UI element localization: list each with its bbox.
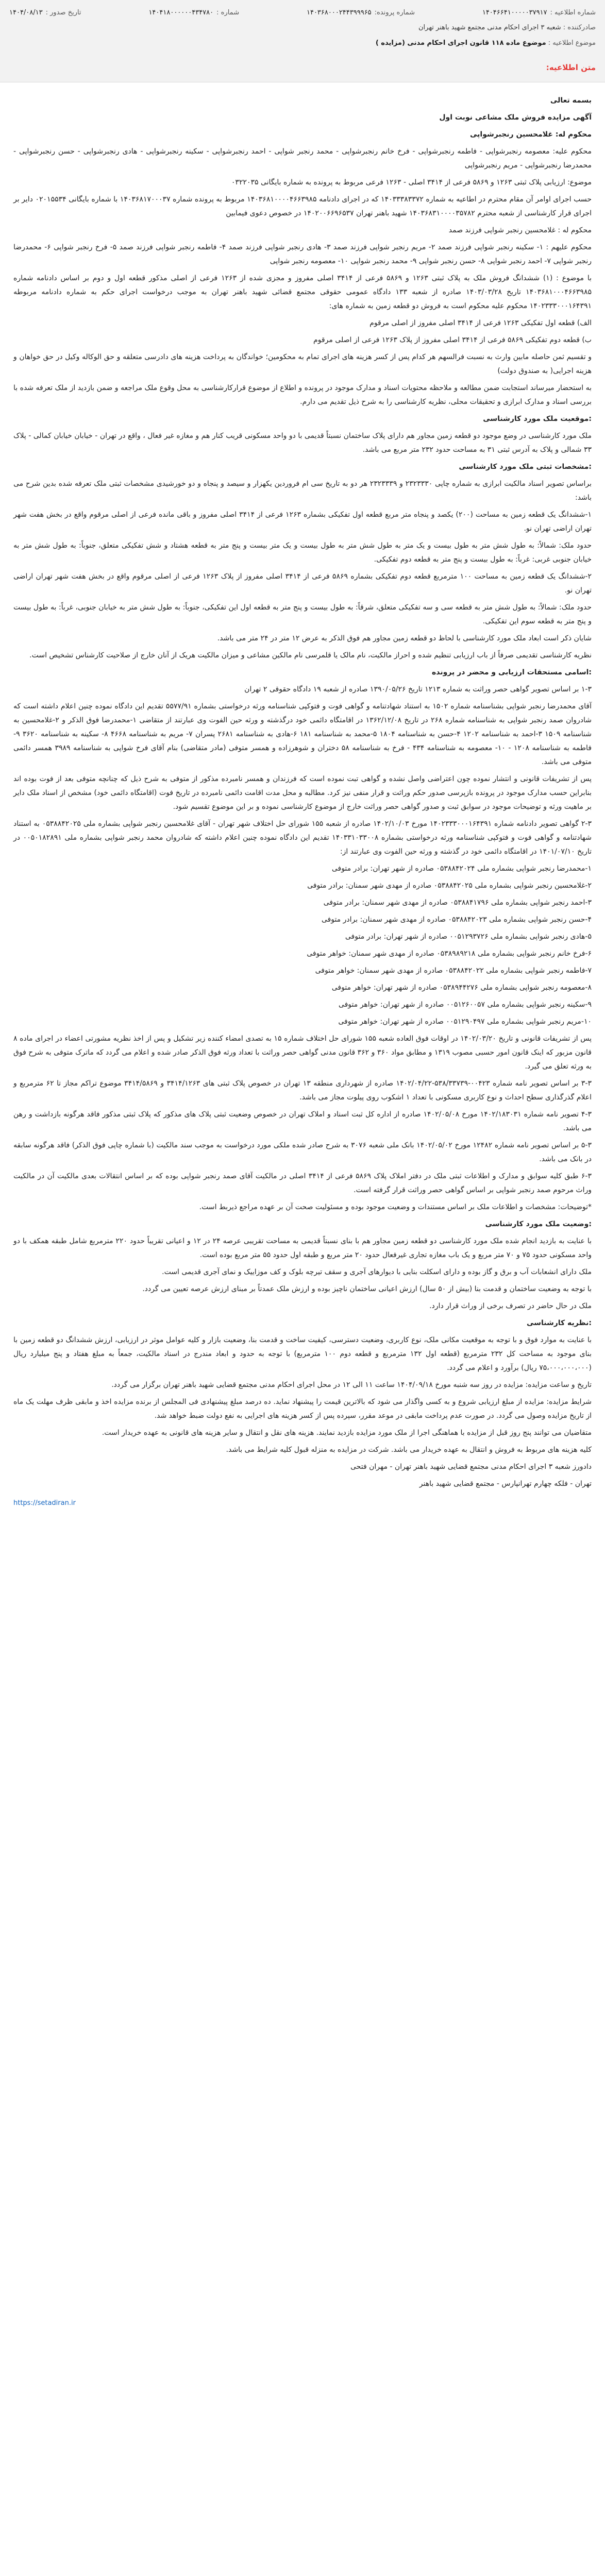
body-paragraph: :نظریه کارشناسی (527, 1319, 592, 1327)
body-paragraph: ب) قطعه دوم تفکیکی ۵۸۶۹ فرعی از ۳۴۱۴ اصلی مفروز از پلاک ۱۲۶۳ فرعی از اصلی مرقوم (313, 336, 592, 344)
body-paragraph: محکوم علیه: معصومه رنجبرشواپی - فاطمه رنجبرشواپی - فرخ خانم رنجبرشواپی - محمد رنجبر شواپی - احمد رنجبرشواپی - سکینه رنجبرشواپی - هادی رنجبرشواپی - حسن رنجبرشواپی - محمدرضا رنجبرشواپی - مریم رنجبرشواپی (13, 147, 592, 170)
body-paragraph: :موقعیت ملک مورد کارشناسی (483, 415, 592, 423)
body-paragraph: محکوم له : غلامحسین رنجبر شواپی فرزند صمد (448, 226, 592, 234)
body-paragraph: ۴-۳ تصویر نامه شماره ۱۴۰۲/۱۸۳۰۳۱ مورخ ۱۴۰۲/۰۵/۰۸ صادره از اداره کل ثبت اسناد و املاک تهران در خصوص وضعیت ثبتی پلاک های مذکور که پلاک ثبتی مذکور فاقد هرگونه بازداشت و رهن می باشد. (13, 1110, 592, 1132)
body-paragraph: حدود ملک: شمالاً: به طول شش متر به قطعه سی و سه تفکیکی متعلق، شرقاً: به طول بیست و پنج متر به قطعه اول این تفکیکی، جنوباً: به طول شش متر به خیابان جنوبی، غرباً: به طول بیست و پنج متر به قطعه سوم این تفکیکی. (13, 603, 592, 625)
body-paragraph: حسب اجرای اوامر آن مقام محترم در اطاعیه به شماره ۱۴۰۳۳۳۸۳۳۷۲ که در اجرای دادنامه ۱۴۰۳۶۸۱۰۰۰۰۴۶۶۳۹۸۵ مربوط به پرونده شماره ۱۴۰۳۶۸۱۷۰۰۰۳۷ با شماره بایگانی ۰۲۰۱۵۵۳۴ دایر بر اجرای قرار کارشناسی از شعبه محترم ۱۴۰۳۶۸۳۱۰۰۰۰۳۵۷۸۲ شهید باهنر تهران ۱۴۰۲۰۰۶۶۹۶۵۳۷ در خصوص دعوی فیمابین (13, 195, 592, 217)
notice-number-2: شماره : ۱۴۰۴۱۸۰۰۰۰۰۰۴۳۴۷۸۰ (148, 9, 240, 16)
body-paragraph: حدود ملک: شمالاً: به طول شش متر به طول بیست و یک متر به طول شش متر به طول بیست و یک متر بیست و پنج متر به قطعه هشتاد و شش تفکیکی متعلق، جنوباً: به طول شش متر به خیابان جنوبی غربی: غرباً: به طول بیست و پنج متر به قطعه دوم تفکیکی. (13, 541, 592, 564)
body-paragraph: محکوم علیهم : ۱- سکینه رنجبر شواپی فرزند صمد ۲- مریم رنجبر شواپی فرزند صمد ۳- هادی رنجبر شواپی فرزند صمد ۴- فاطمه رنجبر شواپی فرزند صمد ۵- فرخ رنجبر شواپی ۶- محمدرضا رنجبر شواپی ۷- احمد رنجبر شواپی ۸- حسن رنجبر شواپی ۹- محمد رنجبر شواپی ۱۰- معصومه رنجبر شواپی (13, 243, 592, 265)
notice-body (0, 82, 605, 1526)
meta-row (9, 7, 596, 19)
body-paragraph: محکوم له: غلامحسین رنجبرشواپی (469, 130, 592, 139)
body-paragraph: موضوع: ارزیابی پلاک ثبتی ۱۲۶۳ و ۵۸۶۹ فرعی از ۳۴۱۴ اصلی - ۱۲۶۳ فرعی مربوط به پرونده به شماره بایگانی ۰۳۲۲۰۳۵ (231, 178, 592, 187)
body-paragraph: ۵-هادی رنجبر شواپی بشماره ملی ۰۰۵۱۲۹۳۷۲۶ صادره از شهر تهران: برادر متوفی (345, 933, 592, 941)
body-paragraph: ۱-محمدرضا رنجبر شواپی بشماره ملی ۰۵۳۸۸۴۲۰۲۴ صادره از شهر تهران: برادر متوفی (331, 865, 592, 873)
body-paragraph: ۵-۳ بر اساس تصویر نامه شماره ۱۲۴۸۲ مورخ ۱۴۰۲/۰۵/۰۲ بانک ملی شعبه ۳۰۷۶ به شرح صادر شده ملکی مورد درخواست به موجب سند مالکیت (با شماره چاپی فوق الذکر) فاقد هرگونه سابقه در بانک می باشد. (13, 1141, 592, 1163)
body-paragraph: :اسامی مستحقات ارزیابی و محضر در پرونده (432, 668, 592, 676)
issuer: صادرکننده : شعبه ۳ اجرای احکام مدنی مجتمع شهید باهنر تهران (418, 24, 596, 31)
body-paragraph: متقاضیان می توانند پنج روز قبل از مزایده با هماهنگی اجرا از ملک مورد مزایده بازدید نمایند. هزینه های نقل و انتقال و سایر هزینه های قانونی به عهده خریدار است. (102, 1429, 592, 1437)
body-paragraph: کلیه هزینه های مربوط به فروش و انتقال به عهده خریدار می باشد. شرکت در مزایده به منزله قبول کلیه شرایط می باشد. (226, 1446, 592, 1454)
body-paragraph: ملک دارای انشعابات آب و برق و گاز بوده و دارای اسکلت بنایی با دیوارهای آجری و سقف تیرچه بلوک و کف موزاییک و نمای آجری قدیمی است. (162, 1268, 592, 1276)
body-paragraph: شایان ذکر است ابعاد ملک مورد کارشناسی با لحاظ دو قطعه زمین مجاور هم فوق الذکر به عرض ۱۲ متر در ۲۴ متر می باشد. (217, 634, 592, 642)
body-paragraph: *توضیحات: مشخصات و اطلاعات ملک بر اساس مستندات و وضعیت موجود بوده و مسئولیت صحت آن بر عهده مراجع ذیربط است. (199, 1203, 592, 1211)
body-paragraph: دادورز شعبه ۳ اجرای احکام مدنی مجتمع قضایی شهید باهنر تهران - مهران فتحی (350, 1463, 592, 1471)
issue-date: تاریخ صدور : ۱۴۰۴/۰۸/۱۳ (9, 9, 81, 16)
body-paragraph: ۱۰-مریم رنجبر شواپی بشماره ملی ۰۰۵۱۲۹۰۴۹۷ صادره از شهر تهران: خواهر متوفی (338, 1018, 592, 1026)
body-paragraph: و تقسیم ثمن حاصله مابین وارث به نسبت فرالسهم هر کدام پس از کسر هزینه های اجرای تمام به محکومین؛ خواندگان به پرداخت هزینه های دادرسی متعلقه و حق الوکاله وکیل در حق خواهان و هزینه اجرایی( به صندوق دولت) (13, 353, 592, 375)
body-paragraph: براساس تصویر اسناد مالکیت ابرازی به شماره چاپی ۲۳۲۳۳۳۰ و ۲۳۲۳۳۳۹ هر دو به تاریخ سی ام فروردین یکهزار و سیصد و پنجاه و دو خورشیدی مشخصات ثبتی ملک تعرفه شده بدین شرح می باشد: (13, 480, 592, 502)
body-paragraph: با موضوع : (۱) ششدانگ فروش ملک به پلاک ثبتی ۱۲۶۳ و ۵۸۶۹ فرعی از ۳۴۱۴ اصلی مفروز و مجزی شده از ۱۲۶۳ فرعی از اصلی مذکور قطعه اول و دوم بر اساس دادنامه شماره ۱۴۰۳۶۸۱۰۰۰۴۶۶۳۹۸۵ تاریخ ۱۴۰۳/۰۳/۲۸ صادره از شعبه ۱۳۳ دادگاه عمومی حقوقی مجتمع قضائی شهید باهنر تهران به موجب درخواست اجرای حکم به شماره دادنامه مربوطه ۱۴۰۲۳۳۳۰۰۰۱۶۴۳۹۱ محکوم علیه محکوم است به فروش دو قطعه زمین به شماره های: (13, 274, 592, 310)
body-paragraph: ۱-ششدانگ یک قطعه زمین به مساحت (۲۰۰) یکصد و پنجاه متر مربع قطعه اول تفکیکی بشماره ۱۲۶۳ فرعی از ۳۴۱۴ اصلی مفروز و باقی مانده فرعی از اصلی مرقوم واقع در بخش هفت شهر تهران اراضی تهران نو. (13, 511, 592, 533)
body-paragraph: ملک مورد کارشناسی در وضع موجود دو قطعه زمین مجاور هم دارای پلاک ساختمان نسبتاً قدیمی با دو واحد مسکونی قریب کنار هم و مغازه غیر فعال ، واقع در تهران - خیابان خیابان کمالی - پلاک ۳۳ شمالی و پلاک به آدرس ثبتی ۳۱ به مساحت حدود ۲۳۲ متر مربع می باشد. (13, 432, 592, 454)
body-paragraph: ۸-معصومه رنجبر شواپی بشماره ملی ۰۵۳۸۹۴۴۲۷۶ صادره از شهر تهران: خواهر متوفی (331, 984, 592, 992)
body-paragraph: ۳-۳ بر اساس تصویر نامه شماره ۰۰۴۲۳-۵۳۸/۳۳۷۳۹-۱۴۰۲/۰۴/۲۲ صادره از شهرداری منطقه ۱۳ تهران در خصوص پلاک ثبتی های ۳۴۱۴/۱۲۶۳ و ۳۴۱۴/۵۸۶۹ موضوع تراکم مجاز تا ۶۲ مترمربع و اعلام گذرگذاری سطح احداث و نوع کاربری مسکونی با تعداد ۱ اشکوب روی پیلوت مجاز می باشد. (13, 1079, 592, 1101)
body-paragraph: ملک در حال حاضر در تصرف برخی از وراث قرار دارد. (429, 1302, 592, 1310)
body-paragraph: ۲-ششدانگ یک قطعه زمین به مساحت ۱۰۰ مترمربع قطعه دوم تفکیکی بشماره ۵۸۶۹ فرعی از ۳۴۱۴ اصلی مفروز از پلاک ۱۲۶۳ فرعی از اصلی مرقوم واقع در بخش هفت شهر تهران اراضی تهران نو. (13, 572, 592, 595)
footer-link[interactable]: https://setadiran.ir (13, 1499, 76, 1507)
notice-text-label: متن اطلاعیه: (546, 63, 596, 72)
body-paragraph: تاریخ و ساعت مزایده: مزایده در روز سه شنبه مورخ ۱۴۰۴/۰۹/۱۸ ساعت ۱۱ الی ۱۲ در محل اجرای احکام مدنی مجتمع قضایی شهید باهنر تهران برگزار می گردد. (111, 1381, 592, 1389)
body-paragraph: آقای محمدرضا رنجبر شواپی بشناسنامه شماره ۱۵۰۲ به استناد شهادتنامه و گواهی فوت و فتوکپی شناسنامه ورثه درخواستی بشماره ۵۵۷۷/۹۱ تقدیم این دادگاه نموده چنین اعلام داشته است که شادروان صمد رنجبر شواپی به شناسنامه شماره ۲۶۸ در تاریخ ۱۳۶۲/۱۲/۰۸ در اقامتگاه دائمی خود درگذشته و ورثه حین الفوت وی عبارتند از متقاضی ۱-محمدرضا فوق الذکر و ۲-غلامحسین به شناسنامه ۱۵۰۹ ۳-احمد به شناسنامه ۱۲۰۲ ۴-حسن به شناسنامه ۱۸۰۴ ۵-محمد به شناسنامه ۱۸۱ ۶-هادی به شناسنامه ۲۶۸۱ پسران ۷- مریم به شناسنامه ۴۶۶۸ ۸- سکینه به شناسنامه ۳۶۲۰ ۹- فاطمه به شناسنامه ۱۲۰۸ - ۱۰- معصومه به شناسنامه ۴۳۴ - فرخ به شناسنامه ۵۸ دختران و شوهرزاده و همسر متوفی (مادر متقاضی) بنام آقای فرخ شواپی به شناسنامه ۳۹۸۹ همسر دائمی متوفی می باشد. (13, 702, 592, 766)
body-paragraph: با توجه به وضعیت ساختمان و قدمت بنا (بیش از ۵۰ سال) ارزش اعیانی ساختمان ناچیز بوده و ارزش ملک عمدتاً بر مبنای ارزش عرصه تعیین می گردد. (142, 1285, 592, 1293)
body-paragraph: پس از تشریفات قانونی و تاریخ ۱۴۰۲/۰۳/۲۰ در اوقات فوق العاده شعبه ۱۵۵ شورای حل اختلاف شماره ۱۵ به تصدی امضاء کننده زیر تشکیل و پس از اخذ نظریه مشورتی اعضاء در اجرای ماده ۸ قانون مزبور که اینک قانون امور حسبی مصوب ۱۳۱۹ و مطابق مواد ۳۶۰ و ۳۶۲ قانون مدنی گواهی حصر وراثت با تعداد ورثه فوق الذکر صادر شده و اعلام می گردد که ماترک متوفی به شرح فوق به ورثه تعلق می گیرد. (13, 1035, 592, 1071)
body-paragraph: ۱-۳ بر اساس تصویر گواهی حصر وراثت به شماره ۱۲۱۳ تاریخ ۱۳۹۰/۰۵/۲۶ صادره از شعبه ۱۹ دادگاه حقوقی ۲ تهران (244, 685, 592, 693)
notice-subject: موضوع اطلاعیه : موضوع ماده ۱۱۸ قانون اجرای احکام مدنی (مزایده ) (375, 39, 596, 47)
body-paragraph: ۳-احمد رنجبر شواپی بشماره ملی ۰۵۳۸۸۴۱۷۹۶ صادره از مهدی شهر سمنان: برادر متوفی (323, 899, 592, 907)
body-paragraph: ۶-فرخ خانم رنجبر شواپی بشماره ملی ۰۵۳۸۹۸۹۲۱۸ صادره از مهدی شهر سمنان: خواهر متوفی (307, 950, 592, 958)
body-paragraph: ۷-فاطمه رنجبر شواپی بشماره ملی ۰۵۳۸۸۴۲۰۲۲ صادره از مهدی شهر سمنان: خواهر متوفی (315, 967, 592, 975)
body-paragraph: ۲-غلامحسین رنجبر شواپی بشماره ملی ۰۵۳۸۸۴۲۰۲۵ صادره از مهدی شهر سمنان: برادر متوفی (307, 882, 592, 890)
body-paragraph: به استحضار میرساند استجابت ضمن مطالعه و ملاحظه محتویات اسناد و مدارک موجود در پرونده و اطلاع از موضوع قرارکارشناسی به محل وقوع ملک مراجعه و ضمن بازدید از ملک تعرفه شده با بررسی اسناد و مدارک ابرازی و تحقیقات محلی، نظریه کارشناسی را به شرح ذیل تقدیم می دارم. (13, 384, 592, 406)
body-paragraph: :وضعیت ملک مورد کارشناسی (485, 1220, 592, 1228)
body-paragraph: ۶-۳ طبق کلیه سوابق و مدارک و اطلاعات ثبتی ملک در دفتر املاک پلاک ۵۸۶۹ فرعی از ۳۴۱۴ اصلی در مالکیت آقای صمد رنجبر شواپی بوده که بر اساس انتقالات بعدی مالکیت آن در مالکیت وراث مرحوم صمد رنجبر شواپی بر اساس گواهی حصر وراثت قرار گرفته است. (13, 1172, 592, 1194)
body-paragraph: بسمه تعالی (550, 96, 592, 105)
body-paragraph: پس از تشریفات قانونی و انتشار نموده چون اعتراضی واصل نشده و گواهی تبت نموده است که فرزندان و همسر نامبرده مذکور از متوفی به شرح ذیل که چنانچه متوفی بعد از فوت بوده اند بنابراین حسب مدارک موجود در پرونده بازپرسی صدور حکم وراثت و قرار منفی نیز کرد. مطالبه و محل مدت اقامت دائمی نامبرده در تاریخ فوت (اقامتگاه دائمی خود) مشخص از اسناد ملک دایر بر ماهیت ورثه و توضیحات موجود در سوابق ثبت و صدور گواهی حصر وراثت خارج از موضوع کارشناسی نموده و بر این موضوع تقسیم شود. (13, 775, 592, 811)
body-paragraph: شرایط مزایده: مزایده از مبلغ ارزیابی شروع و به کسی واگذار می شود که بالاترین قیمت را پیشنهاد نماید. ده درصد مبلغ پیشنهادی فی المجلس از برنده مزایده اخذ و مابقی ظرف مهلت یک ماه از تاریخ مزایده وصول می گردد. در صورت عدم پرداخت مابقی در موعد مقرر، سپرده پس از کسر هزینه های اجرایی به نفع دولت ضبط خواهد شد. (13, 1398, 592, 1420)
notice-header (0, 0, 605, 82)
body-paragraph: الف) قطعه اول تفکیکی ۱۲۶۳ فرعی از ۳۴۱۴ اصلی مفروز از اصلی مرقوم (369, 319, 592, 327)
body-paragraph: ۴-حسن رنجبر شواپی بشماره ملی ۰۵۳۸۸۴۲۰۲۳ صادره از مهدی شهر سمنان: برادر متوفی (321, 916, 592, 924)
body-paragraph: :مشخصات ثبتی ملک مورد کارشناسی (459, 463, 592, 471)
case-number: شماره پرونده: ۱۴۰۳۶۸۰۰۰۲۴۴۳۹۹۹۶۵ (306, 9, 415, 16)
body-paragraphs (13, 94, 592, 1491)
body-paragraph: نظریه کارشناسی تقدیمی صرفاً از باب ارزیابی تنظیم شده و احراز مالکیت، نام مالک یا قلمرسی نام مالکین مشاعی و میزان مالکیت هریک از آنان خارج از صلاحیت کارشناس تشخیص است. (29, 651, 592, 659)
body-paragraph: آگهی مزایده فروش ملک مشاعی نوبت اول (439, 113, 592, 122)
body-paragraph: تهران - فلکه چهارم تهرانپارس - مجتمع قضایی شهید باهنر (419, 1480, 592, 1488)
body-paragraph: ۹-سکینه رنجبر شواپی بشماره ملی ۰۰۵۱۲۶۰۰۵۷ صادره از شهر تهران: خواهر متوفی (338, 1001, 592, 1009)
body-paragraph: با عنایت به بازدید انجام شده ملک مورد کارشناسی دو قطعه زمین مجاور هم با بنای نسبتاً قدیمی به مساحت تقریبی عرصه ۲۴ در ۱۲ و اعیانی تقریباً حدود ۲۲۰ مترمربع شامل طبقه همکف با دو واحد مسکونی حدود ۷۵ و ۷۰ متر مربع و یک باب مغازه تجاری غیرفعال حدود ۲۰ متر مربع و طبقه اول حدود ۵۵ متر مربع بوده است. (13, 1237, 592, 1259)
body-paragraph: ۲-۳ گواهی تصویر دادنامه شماره ۱۴۰۲۳۳۳۰۰۰۱۶۴۳۹۱ مورخ ۱۴۰۲/۱۰/۰۳ صادره از شعبه ۱۵۵ شورای حل اختلاف شهر تهران - آقای غلامحسین رنجبر شواپی بشماره ملی ۰۵۳۸۸۴۲۰۲۵ به استناد شهادتنامه و گواهی فوت و فتوکپی شناسنامه ورثه درخواستی بشماره ۱۴۰۳۳۱۰۳۳۰۰۸ تقدیم این دادگاه نموده چنین اعلام داشته که شادروان محمد رنجبر شواپی بشماره ملی ۰۰۵۰۱۸۲۸۹۱ در تاریخ ۱۴۰۱/۰۷/۱۰ در اقامتگاه دائمی خود در گذشته و ورثه حین الفوت وی عبارتند از: (13, 820, 592, 856)
body-paragraph: با عنایت به موارد فوق و با توجه به موقعیت مکانی ملک، نوع کاربری، وضعیت دسترسی، کیفیت ساخت و قدمت بنا، وضعیت بازار و کلیه عوامل موثر در ارزیابی، ارزش ششدانگ دو قطعه زمین با بنای موجود به مساحت کل ۲۳۲ مترمربع (قطعه اول ۱۳۲ مترمربع و قطعه دوم ۱۰۰ مترمربع) با توجه به حدود و ابعاد مندرج در اسناد مالکیت، جمعاً به مبلغ هفتاد و پنج میلیارد ریال (۷۵،۰۰۰،۰۰۰،۰۰۰ ریال) برآورد و اعلام می گردد. (13, 1336, 592, 1372)
notice-number: شماره اطلاعیه : ۱۴۰۴۶۶۴۱۰۰۰۰۰۳۷۹۱۷ (482, 9, 596, 16)
